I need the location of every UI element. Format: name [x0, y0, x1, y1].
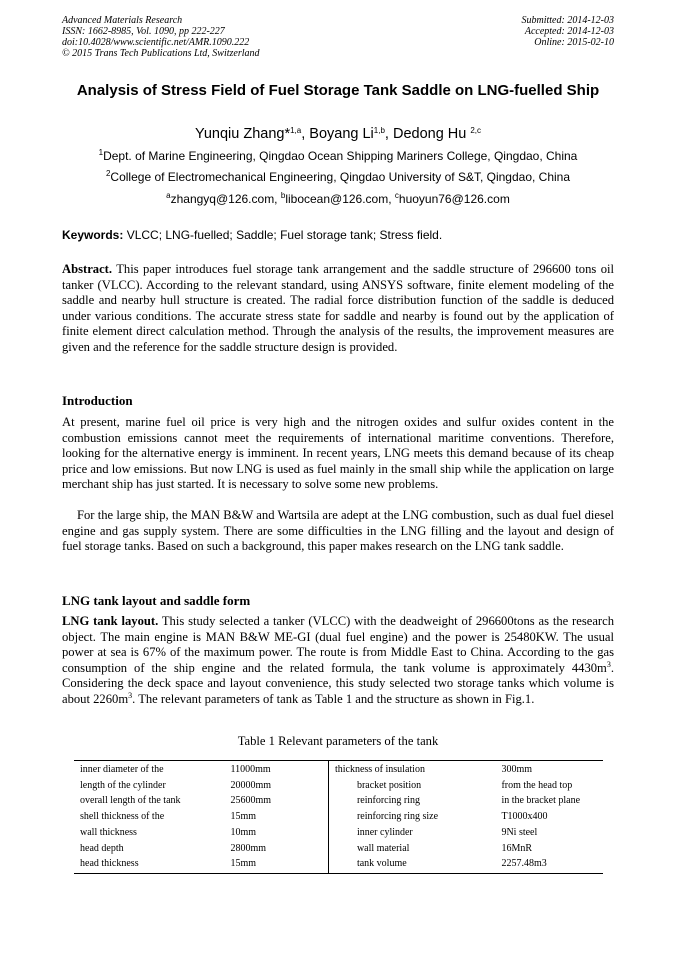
affiliation-2	[62, 170, 614, 185]
table-row	[74, 778, 603, 794]
parameter-name: inner diameter of the	[74, 761, 231, 778]
affiliation-1	[62, 149, 614, 164]
author-affiliation-mark: 2,c	[470, 126, 482, 135]
affiliation-mark: 1	[98, 148, 104, 157]
affiliation-text: Dept. of Marine Engineering, Qingdao Ocean Shipping Mariners College, Qingdao, China	[103, 149, 578, 163]
affiliation-text: College of Electromechanical Engineering, Qingdao University of S&T, Qingdao, China	[110, 170, 571, 184]
superscript: 3	[606, 659, 611, 669]
parameter-name: overall length of the tank	[80, 795, 181, 807]
parameter-name: head depth	[80, 842, 124, 854]
author-name: Dedong Hu	[392, 126, 471, 142]
parameter-name: shell thickness of the	[80, 811, 165, 823]
parameter-name: inner cylinder	[356, 826, 413, 838]
parameter-value: T1000x400	[501, 811, 548, 823]
parameter-name: length of the cylinder	[80, 779, 166, 791]
author-name: Boyang Li	[309, 126, 374, 142]
keywords-label: Keywords:	[62, 228, 124, 242]
parameter-value: 15mm	[231, 809, 329, 825]
parameter-value: 10mm	[231, 825, 329, 841]
parameter-value: 9Ni steel	[501, 826, 538, 838]
section-heading-introduction: Introduction	[62, 393, 133, 408]
table-row	[74, 793, 603, 809]
parameter-name: thickness of insulation	[328, 761, 501, 778]
parameter-value: 20000mm	[231, 778, 329, 794]
parameter-value: 2257.48m3	[501, 856, 603, 873]
doi-line: doi:10.4028/www.scientific.net/AMR.1090.222	[62, 37, 250, 48]
parameter-value: from the head top	[501, 779, 573, 791]
author-affiliation-mark: 1,a	[290, 126, 302, 135]
issn-line: ISSN: 1662-8985, Vol. 1090, pp 222-227	[62, 26, 225, 37]
submitted-date: Submitted: 2014-12-03	[521, 15, 614, 26]
parameter-name: tank volume	[328, 856, 501, 873]
layout-paragraph	[62, 614, 614, 708]
parameter-name: bracket position	[356, 779, 422, 791]
parameter-name: reinforcing ring	[356, 795, 420, 807]
paper-title: Analysis of Stress Field of Fuel Storage Tank Saddle on LNG-fuelled Ship	[76, 82, 600, 99]
table-row	[74, 825, 603, 841]
accepted-date: Accepted: 2014-12-03	[524, 26, 614, 37]
layout-text: This study selected a tanker (VLCC) with the deadweight of 296600tons as the research object. The main engine is MAN B&W ME-GI (dual fuel engine) and the power is 25480KW. The usual power at sea is 67% of the maximum power. The route is from Middle East to China. According to the gas consumption of the ship engine and the related formula, the tank volume is approximately 4430m	[62, 614, 614, 675]
journal-name: Advanced Materials Research	[62, 15, 183, 26]
parameter-name: head thickness	[74, 856, 231, 873]
subsection-label: LNG tank layout.	[62, 614, 159, 628]
affiliation-mark: 2	[105, 169, 111, 178]
parameter-value: 15mm	[231, 856, 329, 873]
email-mark: c	[394, 191, 399, 200]
parameter-value: 300mm	[501, 761, 603, 778]
introduction-paragraph-2: For the large ship, the MAN B&W and Wartsila are adept at the LNG combustion, such as dual fuel diesel engine and gas supply system. There are some difficulties in the LNG filling and the layout and design of fuel storage tanks. Based on such a background, this paper makes research on the LNG tank saddle.	[62, 508, 614, 554]
section-heading-layout: LNG tank layout and saddle form	[62, 593, 251, 608]
author-name: Yunqiu Zhang*	[194, 126, 291, 142]
online-date: Online: 2015-02-10	[534, 37, 614, 48]
parameter-value: 11000mm	[231, 761, 329, 778]
abstract-label: Abstract.	[62, 262, 113, 276]
email-mark: a	[166, 191, 171, 200]
table-row	[74, 841, 603, 857]
author-separator: ,	[384, 126, 393, 142]
parameter-name: wall thickness	[80, 826, 137, 838]
keywords-text: VLCC; LNG-fuelled; Saddle; Fuel storage tank; Stress field.	[123, 228, 443, 242]
keywords-line	[62, 228, 614, 243]
abstract-paragraph	[62, 262, 614, 356]
parameter-value: 25600mm	[231, 793, 329, 809]
parameter-value: 2800mm	[231, 841, 329, 857]
email-link[interactable]: huoyun76@126.com	[398, 192, 510, 206]
email-mark: b	[280, 191, 286, 200]
parameters-table	[74, 760, 603, 874]
email-link[interactable]: zhangyq@126.com,	[170, 192, 281, 206]
author-emails	[62, 192, 614, 207]
introduction-paragraph-1: At present, marine fuel oil price is very high and the nitrogen oxides and sulfur oxides content in the combustion emissions cannot meet the requirements of international maritime conventions. Therefore, looking for the alternative energy is imminent. In recent years, LNG meets this demand because of its cheap price and low emissions. But now LNG is used as fuel mainly in the small ship while the application on large merchant ship has just started. It is necessary to solve some new problems.	[62, 415, 614, 492]
parameter-value: 16MnR	[501, 842, 532, 854]
parameter-name: reinforcing ring size	[356, 811, 439, 823]
abstract-text: This paper introduces fuel storage tank arrangement and the saddle structure of 296600 tons oil tanker (VLCC). According to the relevant standard, using ANSYS software, finite element modeling of the saddle and nearby hull structure is created. The radial force distribution function of the saddle is deduced under various conditions. The accurate stress state for saddle and nearby is found out by the application of finite element direct calculation method. Through the analysis of the results, the improvement measures are given and the reference for the saddle structure design is provided.	[62, 262, 614, 354]
author-affiliation-mark: 1,b	[373, 126, 385, 135]
table-row	[74, 761, 603, 778]
table-row	[74, 856, 603, 873]
table-row	[74, 809, 603, 825]
parameter-value: in the bracket plane	[501, 795, 581, 807]
table-caption: Table 1 Relevant parameters of the tank	[237, 734, 439, 748]
author-list	[62, 125, 614, 143]
author-separator: ,	[301, 126, 310, 142]
journal-info	[62, 15, 260, 59]
layout-text: . Considering the deck space and layout convenience, this study selected two storage tanks which volume is about 2260m	[62, 660, 614, 706]
layout-text: . The relevant parameters of tank as Table 1 and the structure as shown in Fig.1.	[132, 691, 535, 706]
superscript: 3	[128, 690, 133, 700]
submission-dates	[522, 15, 615, 48]
email-link[interactable]: libocean@126.com,	[285, 192, 395, 206]
parameter-name: wall material	[356, 842, 410, 854]
copyright-line: © 2015 Trans Tech Publications Ltd, Switzerland	[62, 48, 260, 59]
